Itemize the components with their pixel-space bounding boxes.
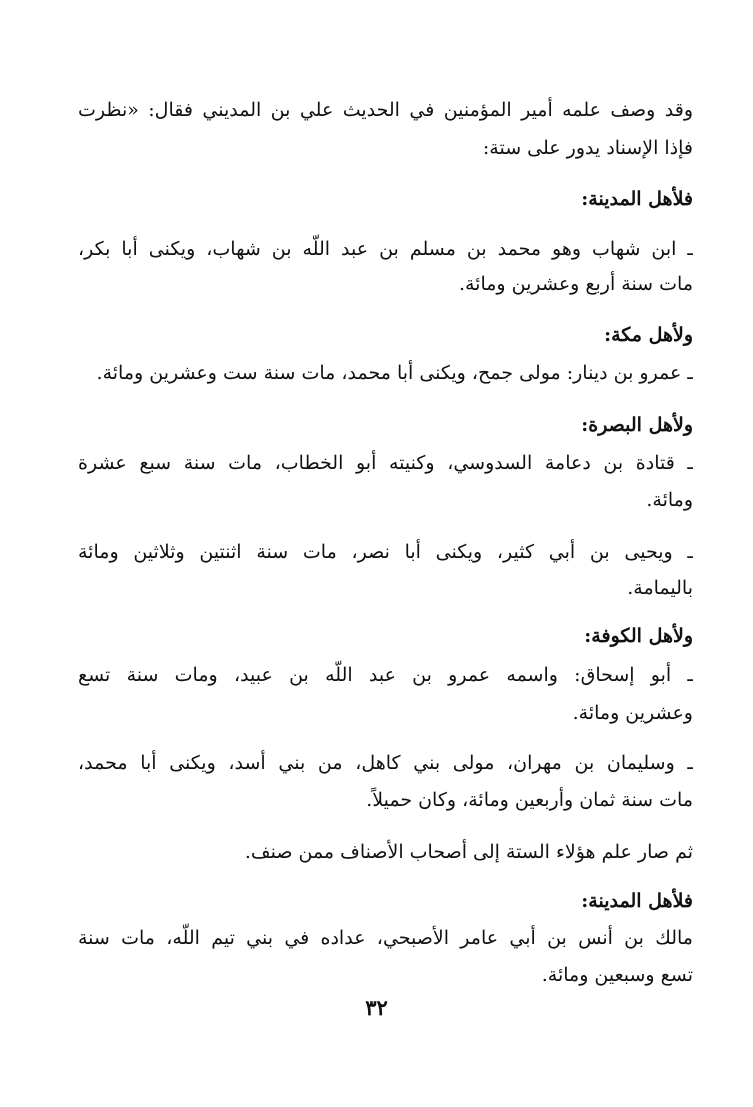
- entry-malik-line-2: تسع وسبعين ومائة.: [541, 964, 693, 986]
- entry-qatada-line-1: ـ قتادة بن دعامة السدوسي، وكنيته أبو الخطاب، مات سنة سبع عشرة: [78, 452, 693, 474]
- heading-kufa: ولأهل الكوفة:: [584, 625, 693, 647]
- heading-madina-2: فلأهل المدينة:: [581, 890, 693, 912]
- intro-line-2: فإذا الإسناد يدور على ستة:: [482, 137, 693, 159]
- entry-abu-ishaq-line-2: وعشرين ومائة.: [572, 702, 693, 724]
- entry-abu-ishaq-line-1: ـ أبو إسحاق: واسمه عمرو بن عبد اللّه بن عبيد، ومات سنة تسع: [78, 664, 693, 686]
- heading-makkah: ولأهل مكة:: [604, 324, 693, 346]
- entry-ibn-shihab-line-2: مات سنة أربع وعشرين ومائة.: [458, 273, 693, 295]
- entry-qatada-line-2: ومائة.: [646, 489, 693, 511]
- entry-malik-line-1: مالك بن أنس بن أبي عامر الأصبحي، عداده في بني تيم اللّه، مات سنة: [78, 927, 693, 949]
- page-number: ٣٢: [365, 995, 388, 1020]
- entry-sulayman-line-1: ـ وسليمان بن مهران، مولى بني كاهل، من بني أسد، ويكنى أبا محمد،: [78, 752, 693, 774]
- entry-ibn-shihab-line-1: ـ ابن شهاب وهو محمد بن مسلم بن عبد اللّه بن شهاب، ويكنى أبا بكر،: [78, 238, 693, 260]
- transition-paragraph: ثم صار علم هؤلاء الستة إلى أصحاب الأصناف ممن صنف.: [244, 841, 693, 863]
- entry-amr-ibn-dinar: ـ عمرو بن دينار: مولى جمح، ويكنى أبا محمد، مات سنة ست وعشرين ومائة.: [96, 362, 693, 384]
- entry-yahya-line-1: ـ ويحيى بن أبي كثير، ويكنى أبا نصر، مات سنة اثنتين وثلاثين ومائة: [78, 541, 693, 563]
- intro-line-1: وقد وصف علمه أمير المؤمنين في الحديث علي بن المديني فقال: «نظرت: [78, 99, 693, 121]
- heading-madina: فلأهل المدينة:: [581, 188, 693, 210]
- entry-sulayman-line-2: مات سنة ثمان وأربعين ومائة، وكان حميلاً.: [366, 789, 693, 811]
- entry-yahya-line-2: باليمامة.: [627, 577, 693, 599]
- heading-basra: ولأهل البصرة:: [581, 414, 693, 436]
